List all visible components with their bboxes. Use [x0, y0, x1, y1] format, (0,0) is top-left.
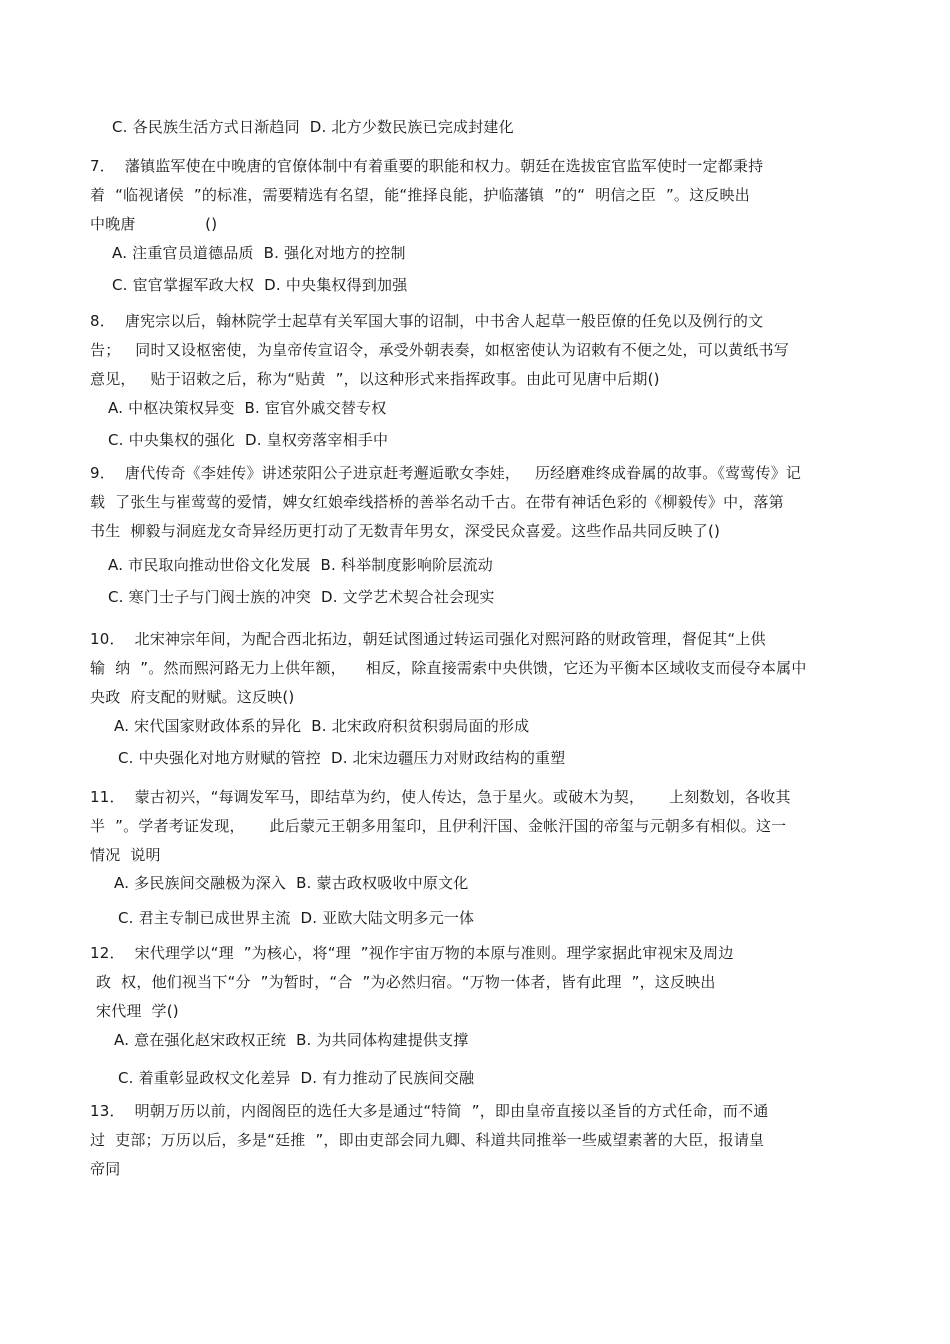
question-9-text: 9． 唐代传奇《李娃传》讲述荥阳公子进京赶考邂逅歌女李娃， 历经磨难终成眷属的故事。《莺莺传》记: [90, 464, 802, 482]
question-8-text: 意见， 贴于诏敕之后，称为“贴黄 ”，以这种形式来指挥政事。由此可见唐中后期(): [90, 370, 660, 388]
question-11-text: 11． 蒙古初兴，“每调发军马，即结草为约，使人传达，急于星火。或破木为契， 上刻数划，各收其: [90, 788, 791, 806]
question-11-text: 情况 说明: [90, 846, 161, 864]
option-line: A. 中枢决策权异变 B. 宦官外戚交替专权: [108, 399, 387, 417]
option-line: C. 中央强化对地方财赋的管控 D. 北宋边疆压力对财政结构的重塑: [118, 749, 566, 767]
question-9-text: 载 了张生与崔莺莺的爱情，婢女红娘牵线搭桥的善举名动千古。在带有神话色彩的《柳毅传》中，落第: [90, 493, 784, 511]
question-8-text: 告； 同时又设枢密使，为皇帝传宣诏令，承受外朝表奏，如枢密使认为诏敕有不便之处，可以黄纸书写: [90, 341, 789, 359]
question-13-text: 13． 明朝万历以前，内阁阁臣的选任大多是通过“特简 ”，即由皇帝直接以圣旨的方式任命，而不通: [90, 1102, 769, 1120]
question-12-text: 宋代理 学(): [96, 1002, 179, 1020]
option-line: A. 意在强化赵宋政权正统 B. 为共同体构建提供支撑: [114, 1031, 469, 1049]
option-line: C. 君主专制已成世界主流 D. 亚欧大陆文明多元一体: [118, 909, 475, 927]
question-9-text: 书生 柳毅与洞庭龙女奇异经历更打动了无数青年男女，深受民众喜爱。这些作品共同反映了(): [90, 522, 721, 540]
question-10-text: 输 纳 ”。然而熙河路无力上供年额， 相反，除直接需索中央供馈，它还为平衡本区域收支而侵夺本属中: [90, 659, 807, 677]
question-10-text: 央政 府支配的财赋。这反映(): [90, 688, 295, 706]
question-11-text: 半 ”。学者考证发现， 此后蒙元王朝多用玺印，且伊利汗国、金帐汗国的帝玺与元朝多有相似。这一: [90, 817, 787, 835]
question-7-text: 7． 藩镇监军使在中晚唐的官僚体制中有着重要的职能和权力。朝廷在选拔宦官监军使时一定都秉持: [90, 157, 764, 175]
question-10-text: 10． 北宋神宗年间，为配合西北拓边，朝廷试图通过转运司强化对熙河路的财政管理，督促其“上供: [90, 630, 766, 648]
question-7-text: 中晚唐 (): [90, 215, 218, 233]
option-line: C. 宦官掌握军政大权 D. 中央集权得到加强: [112, 276, 408, 294]
option-line: C. 着重彰显政权文化差异 D. 有力推动了民族间交融: [118, 1069, 475, 1087]
question-12-text: 政 权，他们视当下“分 ”为暂时，“合 ”为必然归宿。“万物一体者，皆有此理 ”，这反映出: [96, 973, 716, 991]
option-line: A. 宋代国家财政体系的异化 B. 北宋政府积贫积弱局面的形成: [114, 717, 530, 735]
option-line: A. 市民取向推动世俗文化发展 B. 科举制度影响阶层流动: [108, 556, 493, 574]
question-12-text: 12． 宋代理学以“理 ”为核心，将“理 ”视作宇宙万物的本原与准则。理学家据此审视宋及周边: [90, 944, 734, 962]
question-13-text: 过 吏部；万历以后，多是“廷推 ”，即由吏部会同九卿、科道共同推举一些威望素著的大臣，报请皇: [90, 1131, 765, 1149]
question-7-text: 着 “临视诸侯 ”的标准，需要精选有名望，能“推择良能，护临藩镇 ”的“ 明信之臣 ”。这反映出: [90, 186, 750, 204]
option-line: A. 多民族间交融极为深入 B. 蒙古政权吸收中原文化: [114, 874, 469, 892]
question-13-text: 帝同: [90, 1160, 121, 1178]
question-8-text: 8． 唐宪宗以后，翰林院学士起草有关军国大事的诏制，中书舍人起草一般臣僚的任免以及例行的文: [90, 312, 764, 330]
option-line: C. 各民族生活方式日渐趋同 D. 北方少数民族已完成封建化: [112, 118, 514, 136]
option-line: A. 注重官员道德品质 B. 强化对地方的控制: [112, 244, 406, 262]
option-line: C. 中央集权的强化 D. 皇权旁落宰相手中: [108, 431, 389, 449]
option-line: C. 寒门士子与门阀士族的冲突 D. 文学艺术契合社会现实: [108, 588, 495, 606]
